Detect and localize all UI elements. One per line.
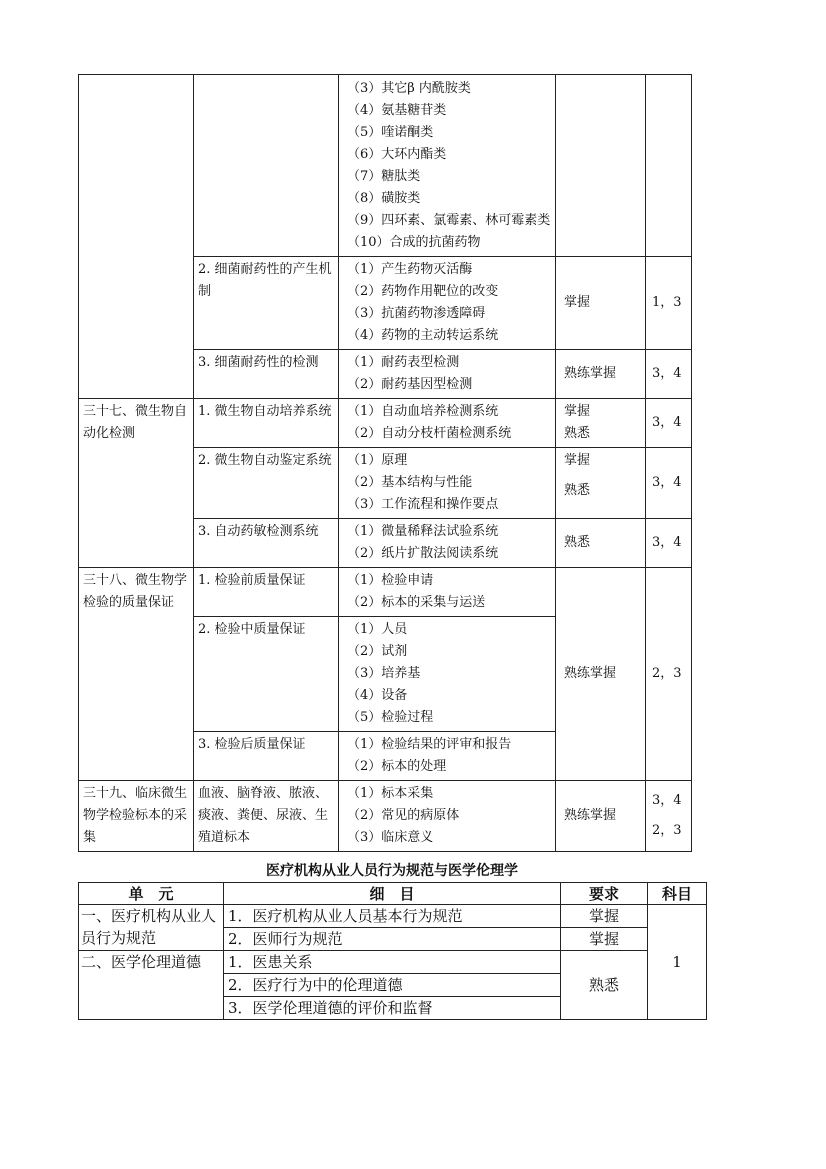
subitem-cell: 1. 检验前质量保证 [194, 568, 339, 617]
requirement-line: 熟悉 [564, 483, 591, 498]
content-cell [339, 568, 556, 617]
requirement-cell: 掌握 [561, 905, 648, 928]
content-line: （1）标本采集 [347, 786, 434, 801]
content-line: （2）基本结构与性能 [347, 475, 473, 490]
content-line: （2）自动分枝杆菌检测系统 [347, 426, 512, 441]
content-cell [339, 732, 556, 781]
subject-cell [646, 781, 692, 852]
requirement-cell: 熟练掌握 [556, 568, 646, 781]
syllabus-table-ethics [78, 882, 707, 1020]
content-cell [339, 781, 556, 852]
requirement-cell: 熟悉 [561, 951, 648, 1020]
subitem-cell: 2. 细菌耐药性的产生机制 [194, 257, 339, 350]
content-line: （2）标本的采集与运送 [347, 595, 486, 610]
content-line: （1）自动血培养检测系统 [347, 404, 499, 419]
section-title: 医疗机构从业人员行为规范与医学伦理学 [266, 863, 518, 879]
unit-cell: 二、医学伦理道德 [79, 951, 224, 1020]
content-line: （8）磺胺类 [347, 191, 421, 206]
content-line: （1）耐药表型检测 [347, 355, 460, 370]
item-cell: 1．医患关系 [224, 951, 561, 974]
content-cell [339, 519, 556, 568]
subitem-cell: 3. 检验后质量保证 [194, 732, 339, 781]
table-header-row [79, 883, 707, 905]
content-line: （3）临床意义 [347, 830, 434, 845]
unit-cell: 三十九、临床微生物学检验标本的采集 [79, 781, 194, 852]
content-cell [339, 350, 556, 399]
subject-cell: 3，4 [646, 350, 692, 399]
content-line: （7）糖肽类 [347, 169, 421, 184]
requirement-cell: 掌握 [556, 257, 646, 350]
content-line: （2）药物作用靶位的改变 [347, 284, 499, 299]
content-line: （9）四环素、氯霉素、林可霉素类 [347, 213, 551, 228]
table-row [79, 781, 692, 852]
header-requirement: 要求 [561, 883, 648, 905]
subject-cell: 3，4 [646, 519, 692, 568]
content-line: （2）常见的病原体 [347, 808, 460, 823]
subject-line: 2，3 [652, 823, 682, 838]
content-line: （2）耐药基因型检测 [347, 377, 473, 392]
subject-cell: 2，3 [646, 568, 692, 781]
header-item: 细 目 [224, 883, 561, 905]
subitem-cell: 2. 检验中质量保证 [194, 617, 339, 732]
header-unit: 单 元 [79, 883, 224, 905]
subitem-cell [194, 75, 339, 257]
subitem-cell: 1. 微生物自动培养系统 [194, 399, 339, 448]
content-line: （1）检验申请 [347, 573, 434, 588]
syllabus-table-microbiology [78, 74, 692, 852]
requirement-cell: 熟练掌握 [556, 350, 646, 399]
content-line: （1）原理 [347, 453, 408, 468]
content-line: （1）产生药物灭活酶 [347, 262, 473, 277]
item-cell: 2．医师行为规范 [224, 928, 561, 951]
content-line: （5）喹诺酮类 [347, 125, 434, 140]
content-line: （3）培养基 [347, 666, 421, 681]
content-line: （2）纸片扩散法阅读系统 [347, 546, 499, 561]
unit-cell: 三十八、微生物学检验的质量保证 [79, 568, 194, 781]
requirement-line: 掌握 [564, 404, 591, 419]
requirement-cell [556, 399, 646, 448]
unit-cell: 三十七、微生物自动化检测 [79, 399, 194, 568]
content-line: （1）检验结果的评审和报告 [347, 737, 512, 752]
content-line: （2）标本的处理 [347, 759, 447, 774]
requirement-cell: 熟悉 [556, 519, 646, 568]
content-line: （5）检验过程 [347, 710, 434, 725]
requirement-cell: 熟练掌握 [556, 781, 646, 852]
content-line: （10）合成的抗菌药物 [347, 235, 481, 250]
table-row [79, 905, 707, 928]
content-line: （1）人员 [347, 622, 408, 637]
table-row [79, 568, 692, 617]
item-cell: 1．医疗机构从业人员基本行为规范 [224, 905, 561, 928]
subject-line: 3，4 [652, 793, 682, 808]
table-row [79, 75, 692, 257]
subject-cell: 1，3 [646, 257, 692, 350]
requirement-line: 掌握 [564, 453, 591, 468]
subject-cell: 1 [648, 905, 707, 1020]
subitem-cell: 2. 微生物自动鉴定系统 [194, 448, 339, 519]
subitem-cell: 3. 细菌耐药性的检测 [194, 350, 339, 399]
content-cell [339, 448, 556, 519]
requirement-cell [556, 75, 646, 257]
subitem-cell: 血液、脑脊液、脓液、痰液、粪便、尿液、生殖道标本 [194, 781, 339, 852]
subject-cell: 3，4 [646, 448, 692, 519]
content-line: （3）工作流程和操作要点 [347, 497, 499, 512]
content-cell [339, 617, 556, 732]
subitem-cell: 3. 自动药敏检测系统 [194, 519, 339, 568]
content-cell [339, 257, 556, 350]
content-cell [339, 75, 556, 257]
unit-cell: 一、医疗机构从业人员行为规范 [79, 905, 224, 951]
requirement-cell [556, 448, 646, 519]
content-line: （3）抗菌药物渗透障碍 [347, 306, 486, 321]
content-line: （2）试剂 [347, 644, 408, 659]
item-cell: 3．医学伦理道德的评价和监督 [224, 997, 561, 1020]
content-line: （4）氨基糖苷类 [347, 103, 447, 118]
content-line: （4）设备 [347, 688, 408, 703]
content-line: （3）其它β 内酰胺类 [347, 81, 471, 96]
content-cell [339, 399, 556, 448]
content-line: （4）药物的主动转运系统 [347, 328, 499, 343]
content-line: （1）微量稀释法试验系统 [347, 524, 499, 539]
header-subject: 科目 [648, 883, 707, 905]
unit-cell [79, 75, 194, 399]
requirement-line: 熟悉 [564, 426, 591, 441]
table-row [79, 951, 707, 974]
table-row [79, 399, 692, 448]
subject-cell: 3，4 [646, 399, 692, 448]
content-line: （6）大环内酯类 [347, 147, 447, 162]
subject-cell [646, 75, 692, 257]
requirement-cell: 掌握 [561, 928, 648, 951]
item-cell: 2．医疗行为中的伦理道德 [224, 974, 561, 997]
